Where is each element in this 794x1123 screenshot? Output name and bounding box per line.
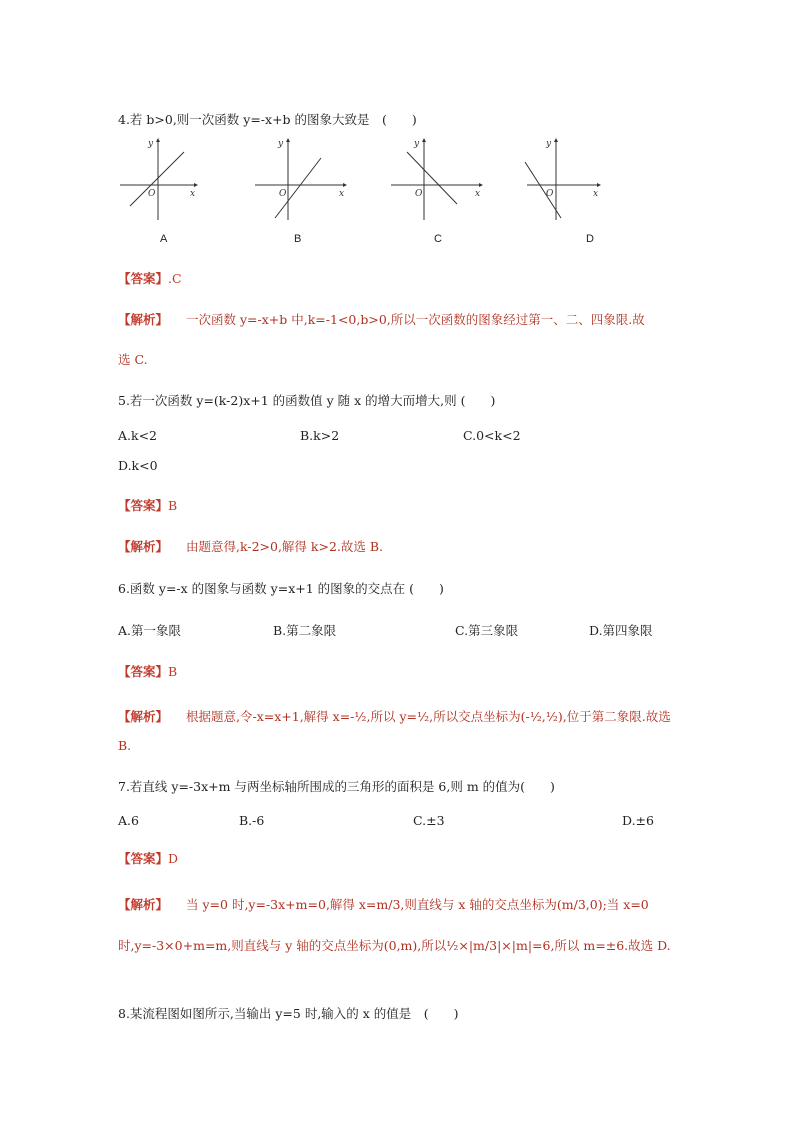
q6-option-a: A.第一象限 <box>118 623 182 638</box>
q4-graph-d-label: D <box>586 233 594 245</box>
answer-tag: 【答案】 <box>118 498 169 513</box>
q5-analysis <box>118 537 383 555</box>
q5-answer <box>118 496 177 514</box>
analysis-text: 当 y=0 时,y=-3x+m=0,解得 x=m/3,则直线与 x 轴的交点坐标为(m/3,0);当 x=0 <box>186 897 649 912</box>
q8-stem: 8.某流程图如图所示,当输出 y=5 时,输入的 x 的值是 ( ) <box>118 1006 459 1021</box>
analysis-text: 由题意得,k-2>0,解得 k>2.故选 B. <box>186 539 384 554</box>
axis-x-label: x <box>475 189 481 199</box>
q6-analysis <box>118 707 671 725</box>
analysis-tag: 【解析】 <box>118 312 169 327</box>
answer-tag: 【答案】 <box>118 664 169 679</box>
origin-label: O <box>415 189 423 199</box>
axis-x-label: x <box>593 189 599 199</box>
axis-x-label: x <box>339 189 345 199</box>
q5-option-c: C.0<k<2 <box>463 428 521 443</box>
q7-analysis-cont: 时,y=-3×0+m=m,则直线与 y 轴的交点坐标为(0,m),所以½×|m/3|×|m|=6,所以 m=±6.故选 D. <box>118 938 671 953</box>
analysis-text: 一次函数 y=-x+b 中,k=-1<0,b>0,所以一次函数的图象经过第一、二、四象限.故 <box>186 312 645 327</box>
origin-label: O <box>279 189 287 199</box>
axis-x-label: x <box>190 189 196 199</box>
answer-tag: 【答案】 <box>118 851 169 866</box>
q6-option-c: C.第三象限 <box>455 623 519 638</box>
q7-option-a: A.6 <box>118 813 139 828</box>
q4-graph-c-label: C <box>434 233 442 245</box>
q7-option-b: B.-6 <box>239 813 265 828</box>
origin-label: O <box>546 189 554 199</box>
answer-value: .C <box>168 271 182 286</box>
answer-value: B <box>168 664 178 679</box>
q4-graph-c <box>389 138 485 222</box>
analysis-tag: 【解析】 <box>118 539 169 554</box>
q5-stem: 5.若一次函数 y=(k-2)x+1 的函数值 y 随 x 的增大而增大,则 ( ) <box>118 393 496 408</box>
q4-graph-b <box>253 138 349 222</box>
q5-option-b: B.k>2 <box>300 428 340 443</box>
q4-graph-b-label: B <box>294 233 302 245</box>
q4-stem: 4.若 b>0,则一次函数 y=-x+b 的图象大致是 ( ) <box>118 112 417 127</box>
axis-y-label: y <box>546 139 552 149</box>
q7-analysis <box>118 895 649 913</box>
axis-y-label: y <box>148 139 154 149</box>
q4-graph-d <box>521 138 605 222</box>
q4-graph-a <box>118 138 200 222</box>
q5-option-d: D.k<0 <box>118 458 158 473</box>
analysis-tag: 【解析】 <box>118 897 169 912</box>
q7-stem: 7.若直线 y=-3x+m 与两坐标轴所围成的三角形的面积是 6,则 m 的值为( ) <box>118 779 555 794</box>
q6-analysis-cont: B. <box>118 738 132 753</box>
q4-graph-a-label: A <box>160 233 168 245</box>
q6-answer <box>118 662 177 680</box>
q6-option-d: D.第四象限 <box>589 623 653 638</box>
q4-answer <box>118 269 182 287</box>
q7-option-c: C.±3 <box>413 813 445 828</box>
q7-answer <box>118 849 178 867</box>
axis-y-label: y <box>278 139 284 149</box>
q4-analysis-cont: 选 C. <box>118 352 148 367</box>
q6-stem: 6.函数 y=-x 的图象与函数 y=x+1 的图象的交点在 ( ) <box>118 581 444 596</box>
answer-value: D <box>168 851 179 866</box>
axis-y-label: y <box>414 139 420 149</box>
q7-option-d: D.±6 <box>622 813 654 828</box>
q5-option-a: A.k<2 <box>118 428 158 443</box>
answer-value: B <box>168 498 178 513</box>
answer-tag: 【答案】 <box>118 271 169 286</box>
q6-option-b: B.第二象限 <box>273 623 337 638</box>
analysis-tag: 【解析】 <box>118 709 169 724</box>
origin-label: O <box>148 189 156 199</box>
q4-analysis <box>118 310 645 328</box>
analysis-text: 根据题意,令-x=x+1,解得 x=-½,所以 y=½,所以交点坐标为(-½,½),位于第二象限.故选 <box>186 709 671 724</box>
